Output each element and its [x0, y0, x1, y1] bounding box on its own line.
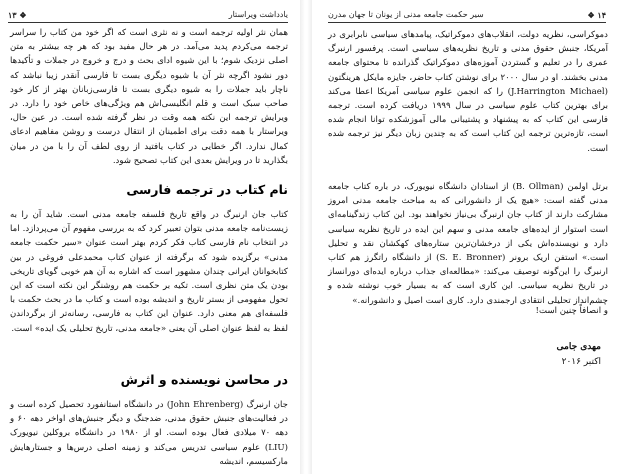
section2-body — [10, 398, 288, 474]
author-paragraph-block — [328, 28, 608, 174]
praise-paragraph: برتل اولمن (B. Ollman) از استادان دانشگاه نیویورک، در باره کتاب جامعه مدنی گفته است: «هیچ یک از دانشورانی که به مباحث جامعه مدنی امروز مشارکت دارند از کتاب جان ارنبرگ بی‌نیاز نخواهند بود. این کتاب زندگینامه‌ای است استوار از ایده‌های جامعه مدنی و سهم این ایده در تاریخ نظریه سیاسی دارد و نویسنده‌اش یکی از درخشان‌ترین ستاره‌های کهکشان نقد و تحلیل است.» استفن اریک برونر (S. E. Bronner) از دانشگاه راتگرز هم کتاب ارنبرگ را این‌گونه توصیف می‌کند: «مطالعه‌ای جذاب درباره ایده‌ای دورانساز در تاریخ نظریه سیاسی. این کاری است که به بسیار خوب نوشته شده و چشم‌انداز تحلیلی انتقادی ارجمندی دارد. کاری است اصیل و دانشورانه.» — [328, 182, 608, 306]
intro-paragraph-block — [10, 26, 288, 174]
page-header — [8, 8, 288, 23]
closing-line-block — [328, 304, 608, 320]
signature — [557, 340, 602, 370]
running-title: سیر حکمت جامعه مدنی از یونان تا جهان مدرن — [328, 10, 484, 19]
praise-paragraph-block — [328, 180, 608, 304]
author-paragraph: دموکراسی، نظریه دولت، انقلاب‌های دموکراتیک، پیامدهای سیاسی نابرابری در آمریکا، جنبش حقوق مدنی و تاریخ نظریه‌های سیاسی است. پرفسور ارنبرگ عمری را در تعلیم و گستردن آموزه‌های دموکراتیک گذرانده تا محتوای جامعه مدنی بخشند. او در سال ۲۰۰۰ برای نوشتن کتاب حاضر، جایزه مایکل هرینگتون (J.Harrington Michael) را که انجمن علوم سیاسی آمریکا اعطا می‌کند برای بهترین کتاب علوم سیاسی در سال ۱۹۹۹ دریافت کرده است. ترجمه فارسی این کتاب که به پیشنهاد و پشتیبانی مالی آموزشکده توانا انجام شده است، تازه‌ترین ترجمه این کتاب است که به چندین زبان دیگر نیز ترجمه شده است. — [328, 30, 609, 154]
right-page — [312, 0, 617, 474]
closing-line: و انصافاً چنین است! — [535, 306, 608, 316]
page-number: ۱۳ ❖ — [8, 10, 27, 20]
section2-paragraph: جان ارنبرگ (John Ehrenberg) در دانشگاه استانفورد تحصیل کرده است و در فعالیت‌های جنبش حقوق مدنی، ضدجنگ و دیگر جنبش‌های اواخر دهه ۶۰ و دهه ۷۰ میلادی فعال بوده است. او از ۱۹۸۰ در دانشگاه بروکلین نیویورک (LIU) علوم سیاسی تدریس می‌کند و زمینه اصلی درس‌ها و جستارهایش مارکسیسم، اندیشه — [10, 400, 288, 467]
section1-paragraph: کتاب جان ارنبرگ در واقع تاریخ فلسفه جامعه مدنی است. شاید آن را به زیست‌نامه جامعه مدنی بتوان تعبیر کرد که به بررسی مفهوم آن می‌پردازد. اما در انتخاب نام فارسی کتاب فکر کردم بهتر است عنوان «سیر حکمت جامعه مدنی» برگزیده شود که برگرفته از عنوان کتاب محمدعلی فروغی در بین کتابخوانان ایرانی چندان مشهور است که اشاره به آن هم خوبی گویای تاریخی بودن یک متن نظری است. تکیه بر حکمت هم روشنگر این نکته است که این تحول مفهومی از بستر تاریخ و اندیشه بوده است و کتاب ما در بحث حکمت با فلسفه‌ای هم معنی دارد. عنوان این کتاب به فارسی، رسانه‌تر از برگرداندن لفظ به لفظ عنوان اصلی آن یعنی «جامعه مدنی، تاریخ تحلیلی یک ایده» است. — [10, 210, 288, 334]
section-heading-book-title: نام کتاب در ترجمه فارسی — [126, 182, 288, 197]
page-header — [328, 8, 606, 23]
book-gutter — [300, 0, 312, 474]
page-number: ❖ ۱۴ — [587, 10, 606, 20]
running-title: یادداشت ویراستار — [228, 10, 288, 19]
section1-body — [10, 208, 288, 358]
intro-paragraph: همان نثر اولیه ترجمه است و نه نثری است که اگر خود من کتاب را سراسر ترجمه می‌کردم پدید می‌آمد. در هر حال مفید بود که هر چه بیشتر به متن اصلی نزدیک شوم؛ با این شیوه ادای بحث و درج و خروج در جملات و تأکیدها دور نشود اگرچه نثر آن با شیوه دیگری بست تا فارسی آنقدر زیبا نباشد که ناچار باید جملات را به شیوه دیگری بست تا فارسی‌زبانان بهتر از کار خود صاحب سبک است و قلم انگلیسی‌اش هم ویژگی‌های خاص خود را دارد. در ویرایش ترجمه این نکته همه وقت در نظر گرفته شده است. در عین حال، ویراستار با همه دقت برای اطمینان از انتقال درست و روشن مفاهیم ادعای کمال ندارد. اگر خطایی در کتاب یافتید از روی لطف آن را با من در میان بگذارید تا در ویرایش بعدی این کتاب تصحیح شود. — [10, 28, 288, 166]
signature-name: مهدی جامی — [556, 342, 601, 352]
signature-date: اکتبر ۲۰۱۶ — [561, 357, 601, 367]
section-heading-author: در محاسن نویسنده و اثرش — [120, 372, 288, 387]
left-page — [0, 0, 300, 474]
